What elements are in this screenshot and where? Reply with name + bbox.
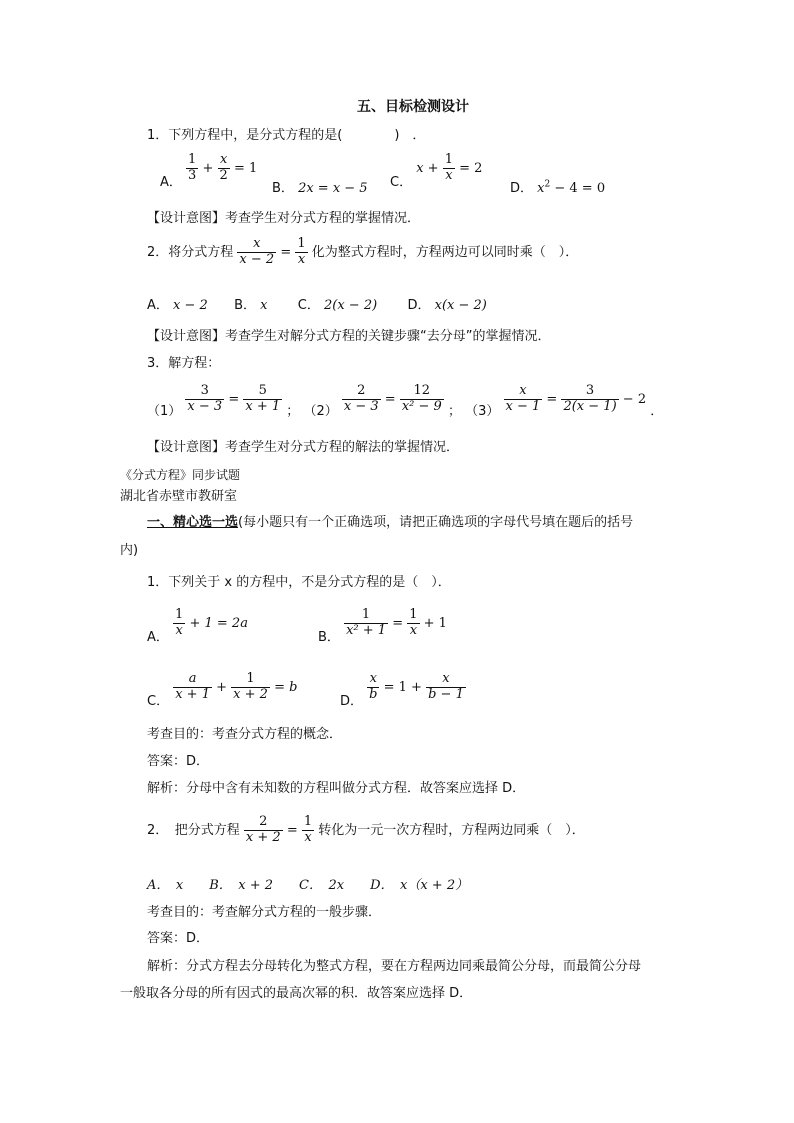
- q3-label-3: （3）: [465, 403, 500, 419]
- p1-d-mid: = 1 +: [383, 679, 422, 695]
- q1-d-base: x: [537, 181, 545, 196]
- q3-e1-right-num: 5: [243, 384, 282, 400]
- p1-label-c: C．: [147, 693, 170, 709]
- p1-option-a: [147, 608, 248, 645]
- q2-left-den: x − 2: [239, 251, 275, 267]
- p1-a-num: 1: [175, 607, 184, 622]
- q1-c-rest: = 2: [459, 160, 483, 176]
- p2-eq: =: [286, 822, 298, 838]
- q1-label-c: C．: [390, 174, 413, 190]
- q2-right-num: 1: [297, 236, 306, 251]
- q3-e3-tail: − 2: [622, 391, 647, 407]
- p1-label-a: A．: [147, 629, 169, 645]
- q3-e2-eq: =: [384, 391, 396, 407]
- p1-option-b: [318, 608, 447, 645]
- q2-stem: [147, 237, 578, 268]
- q3-equations: [147, 384, 663, 419]
- q3-e2-left-den: x − 3: [343, 398, 379, 414]
- p2-right-den: x: [304, 829, 312, 845]
- p1-c-rest: = b: [274, 679, 298, 695]
- p1-c-den2: x + 2: [233, 686, 268, 702]
- p2-left-den: x + 2: [245, 829, 281, 845]
- q2-label-a: A．: [147, 298, 169, 313]
- p1-c-den1: x + 1: [175, 686, 210, 702]
- q2-eq: =: [280, 244, 292, 260]
- q2-opt-c: 2(x − 2): [324, 298, 378, 313]
- p1-analysis: 解析：分母中含有未知数的方程叫做分式方程．故答案应选择 D．: [147, 781, 526, 796]
- p1-c-op: +: [216, 679, 228, 695]
- q2-options: [147, 294, 487, 313]
- q2-left-num: x: [237, 237, 276, 253]
- q1-a-num1: 1: [188, 152, 197, 167]
- section-title: 五、目标检测设计: [357, 99, 469, 115]
- q1-c-den: x: [445, 167, 453, 183]
- p1-c-num2: 1: [231, 672, 270, 688]
- p1-b-den: x² + 1: [346, 622, 387, 638]
- q1-a-den1: 3: [188, 167, 197, 183]
- q3-e2-right-den: x² − 9: [401, 398, 442, 414]
- p1-label-d: D．: [340, 693, 364, 709]
- q3-end: ．: [650, 403, 664, 419]
- q3-label-1: （1）: [147, 403, 182, 419]
- p2-answer: 答案：D．: [147, 931, 210, 946]
- q3-e1-left-den: x − 3: [187, 398, 223, 414]
- q1-c-num: 1: [444, 152, 453, 167]
- q1-d-rest: − 4 = 0: [550, 181, 606, 196]
- p1-answer: 答案：D．: [147, 754, 210, 769]
- part1-note-cont: 内): [120, 543, 139, 558]
- p1-b-rest: + 1: [423, 615, 447, 631]
- q2-pre: 2．将分式方程: [147, 244, 234, 260]
- p1-d-den1: b: [369, 686, 378, 702]
- q3-e1-eq: =: [228, 391, 240, 407]
- q1-option-a: [160, 153, 257, 190]
- q2-post: 化为整式方程时，方程两边可以同时乘（ ）．: [311, 244, 579, 260]
- part1-title: 一、精心选一选: [147, 515, 239, 530]
- q3-sep-2: ；: [447, 403, 461, 419]
- p1-b-num: 1: [344, 608, 388, 624]
- q3-e3-eq: =: [546, 391, 558, 407]
- p2-right-num: 1: [303, 814, 313, 829]
- p2-post: 转化为一元一次方程时，方程两边同乘（ ）．: [318, 822, 585, 838]
- p1-label-b: B．: [318, 629, 340, 645]
- p2-left-num: 2: [244, 815, 283, 831]
- q1-d-exp: 2: [544, 179, 551, 190]
- p2-analysis-2: 一般取各分母的所有因式的最高次幂的积．故答案应选择 D．: [120, 986, 473, 1001]
- p1-d-num1: x: [367, 672, 379, 688]
- q2-opt-b: x: [260, 298, 268, 313]
- q2-opt-d: x(x − 2): [434, 298, 487, 313]
- p1-b-num2: 1: [409, 607, 418, 622]
- part1-note: (每小题只有一个正确选项，请把正确选项的字母代号填在题后的括号: [238, 515, 634, 530]
- q1-c-x: x +: [416, 160, 439, 176]
- intent-1: 【设计意图】考查学生对分式方程的掌握情况．: [147, 211, 421, 226]
- doc-title: 《分式方程》同步试题: [120, 468, 241, 482]
- q1-label-b: B．: [272, 181, 294, 196]
- p2-stem: [147, 815, 585, 846]
- q2-label-c: C．: [297, 298, 320, 313]
- q3-e3-right-den: 2(x − 1): [563, 398, 617, 414]
- p1-option-d: [340, 672, 466, 709]
- q2-label-b: B．: [234, 298, 257, 313]
- p1-b-den2: x: [409, 622, 418, 638]
- q1-a-den2: 2: [219, 167, 228, 183]
- q1-option-b: [272, 177, 368, 196]
- q3-e3-left-num: x: [504, 384, 543, 400]
- p1-stem: 1．下列关于 x 的方程中，不是分式方程的是（ ）．: [147, 575, 451, 590]
- p2-analysis-1: 解析：分式方程去分母转化为整式方程，要在方程两边同乘最简公分母，而最简公分母: [147, 959, 642, 974]
- part1-heading: [147, 511, 633, 530]
- q1-label-d: D．: [510, 181, 534, 196]
- q3-label-2: （2）: [303, 403, 338, 419]
- p1-d-den2: b − 1: [428, 686, 464, 702]
- intent-3: 【设计意图】考查学生对分式方程的解法的掌握情况．: [147, 440, 460, 455]
- q2-label-d: D．: [407, 298, 431, 313]
- p1-a-rest: + 1 = 2a: [189, 615, 248, 631]
- intent-2: 【设计意图】考查学生对解分式方程的关键步骤“去分母”的掌握情况．: [147, 329, 551, 344]
- q1-option-c: [390, 153, 482, 190]
- q1-a-op: +: [202, 160, 214, 176]
- q2-opt-a: x − 2: [173, 298, 208, 313]
- q3-stem: 3．解方程：: [147, 356, 221, 371]
- q3-e2-right-num: 12: [400, 384, 444, 400]
- q2-right-den: x: [297, 251, 306, 267]
- q3-e3-right-num: 3: [561, 384, 618, 400]
- q3-e3-left-den: x − 1: [505, 398, 541, 414]
- p1-purpose: 考查目的：考查分式方程的概念．: [147, 727, 343, 742]
- p1-a-den: x: [175, 622, 183, 638]
- p2-options: A． x B． x + 2 C． 2x D． x（x + 2）: [147, 878, 469, 893]
- q3-e2-left-num: 2: [342, 384, 381, 400]
- q1-label-a: A．: [160, 174, 182, 190]
- q1-option-d: [510, 177, 605, 196]
- p2-purpose: 考查目的：考查解分式方程的一般步骤．: [147, 905, 382, 920]
- p2-pre: 2． 把分式方程: [147, 822, 240, 838]
- q1-a-num2: x: [218, 153, 230, 169]
- q3-sep-1: ；: [286, 403, 300, 419]
- q1-a-rest: = 1: [233, 160, 258, 176]
- p1-b-eq: =: [392, 615, 404, 631]
- p1-option-c: [147, 672, 297, 709]
- q3-e1-left-num: 3: [185, 384, 224, 400]
- doc-org: 湖北省赤壁市教研室: [120, 489, 238, 504]
- q1-stem: 1．下列方程中，是分式方程的是( ) ．: [147, 128, 426, 143]
- p1-d-num2: x: [426, 672, 466, 688]
- q3-e1-right-den: x + 1: [245, 398, 281, 414]
- q1-b-expr: 2x = x − 5: [298, 181, 368, 196]
- p1-c-num1: a: [173, 672, 212, 688]
